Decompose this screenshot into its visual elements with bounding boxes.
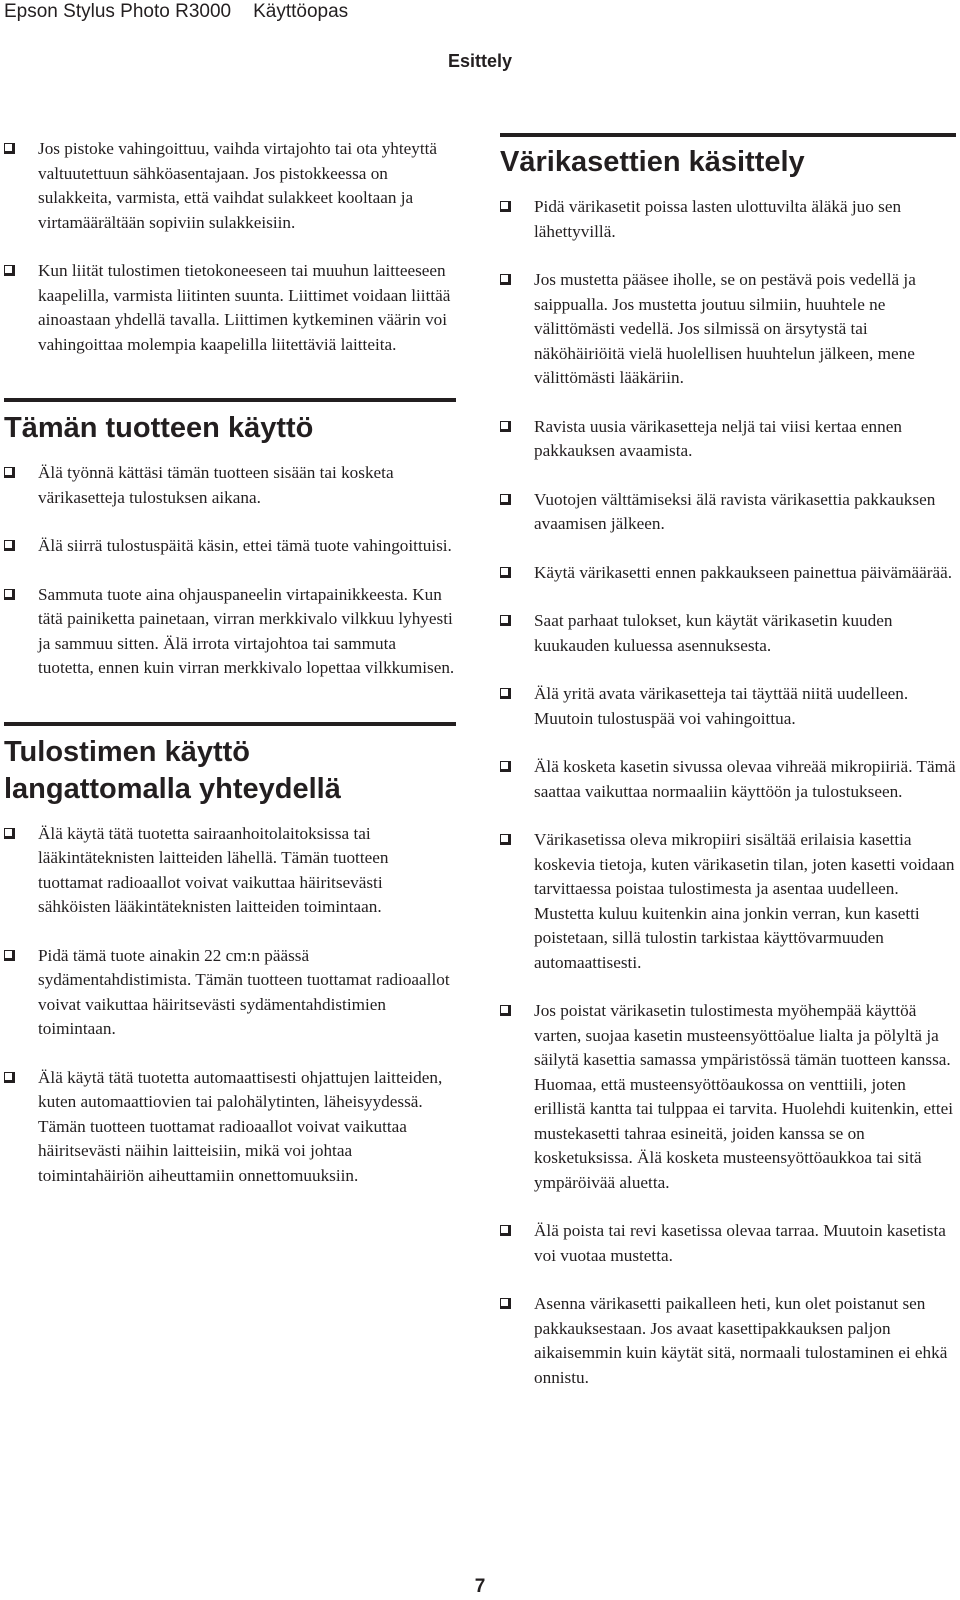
checkbox-bullet-icon (4, 467, 15, 478)
checkbox-bullet-icon (500, 274, 511, 285)
list-item: Jos mustetta pääsee iholle, se on pestävä pois vedellä ja saippualla. Jos mustetta joutuu silmiin, huuhtele ne välittömästi vedellä. Jos silmissä on ärsytystä tai näköhäiriöitä vielä huolellisen huuhtelun jälkeen, mene välittömästi lääkäriin. (500, 268, 956, 391)
heading-line: Tulostimen käyttö (4, 735, 250, 768)
intro-list (4, 137, 456, 357)
list-item: Jos pistoke vahingoittuu, vaihda virtajohto tai ota yhteyttä valtuutettuun sähköasentajaan. Jos pistokkeessa on sulakkeita, varmista, että vaihdat sulakkeet kooltaan ja virtamäärältään sopiviin sulakkeisiin. (4, 137, 456, 235)
checkbox-bullet-icon (500, 421, 511, 432)
list-item: Sammuta tuote aina ohjauspaneelin virtapainikkeesta. Kun tätä painiketta painetaan, virran merkkivalo vilkkuu lyhyesti ja sammuu sitten. Älä irrota virtajohtoa tai sammuta tuotetta, ennen kuin virran merkkivalo lopettaa vilkkumisen. (4, 583, 456, 681)
list-item: Älä työnnä kättäsi tämän tuotteen sisään tai kosketa värikasetteja tulostuksen aikana. (4, 461, 456, 510)
checkbox-bullet-icon (500, 834, 511, 845)
checkbox-bullet-icon (4, 143, 15, 154)
checkbox-bullet-icon (500, 615, 511, 626)
checkbox-bullet-icon (500, 494, 511, 505)
guide-name: Käyttöopas (253, 1, 349, 22)
checkbox-bullet-icon (500, 1298, 511, 1309)
list-item: Älä käytä tätä tuotetta automaattisesti ohjattujen laitteiden, kuten automaattiovien tai palohälytinten, läheisyydessä. Tämän tuotteen tuottamat radioaallot voivat vaikuttaa häiritsevästi näihin laitteisiin, mikä voi johtaa toimintahäiriön aiheuttamiin onnettomuuksiin. (4, 1066, 456, 1189)
list-item: Pidä värikasetit poissa lasten ulottuvilta äläkä juo sen lähettyvillä. (500, 195, 956, 244)
list-item: Älä käytä tätä tuotetta sairaanhoitolaitoksissa tai lääkintäteknisten laitteiden lähellä. Tämän tuotteen tuottamat radioaallot voivat vaikuttaa häiritsevästi sähköisten lääkintäteknisten laitteiden toimintaan. (4, 822, 456, 920)
list-item: Pidä tämä tuote ainakin 22 cm:n päässä sydämentahdistimista. Tämän tuotteen tuottamat radioaallot voivat vaikuttaa häiritsevästi sydämentahdistimien toimintaan. (4, 944, 456, 1042)
usage-list (4, 461, 456, 681)
list-item: Saat parhaat tulokset, kun käytät värikasetin kuuden kuukauden kuluessa asennuksesta. (500, 609, 956, 658)
section-heading-wireless (4, 734, 456, 808)
right-column (500, 133, 956, 1414)
list-item: Jos poistat värikasetin tulostimesta myöhempää käyttöä varten, suojaa kasetin musteensyöttöalue lialta ja pölyltä ja säilytä kasettia samassa ympäristössä tämän tuotteen kanssa. Huomaa, että musteensyöttöaukossa on venttiili, joten erillistä kantta tai tulppaa ei tarvita. Huolehdi kuitenkin, ettei mustekasetti tahraa esineitä, joiden kanssa se on kosketuksissa. Älä kosketa musteensyöttöaukkoa tai sitä ympäröivää aluetta. (500, 999, 956, 1195)
list-item: Älä kosketa kasetin sivussa olevaa vihreää mikropiiriä. Tämä saattaa vaikuttaa normaaliin käyttöön ja tulostukseen. (500, 755, 956, 804)
list-item: Käytä värikasetti ennen pakkaukseen painettua päivämäärää. (500, 561, 956, 586)
ink-list (500, 195, 956, 1390)
section-label: Esittely (447, 51, 513, 71)
checkbox-bullet-icon (500, 1225, 511, 1236)
checkbox-bullet-icon (4, 828, 15, 839)
list-item: Kun liität tulostimen tietokoneeseen tai muuhun laitteeseen kaapelilla, varmista liitinten suunta. Liittimet voidaan liittää ainoastaan yhdellä tavalla. Liittimen kytkeminen väärin voi vahingoittaa molempia kaapelilla liitettäviä laitteita. (4, 259, 456, 357)
left-column (4, 133, 456, 1212)
checkbox-bullet-icon (500, 688, 511, 699)
list-item: Asenna värikasetti paikalleen heti, kun olet poistanut sen pakkauksestaan. Jos avaat kasettipakkauksen paljon aikaisemmin kuin käytät sitä, normaali tulostaminen ei ehkä onnistu. (500, 1292, 956, 1390)
section-heading-ink: Värikasettien käsittely (500, 146, 805, 178)
page-number: 7 (474, 1576, 486, 1597)
wireless-list (4, 822, 456, 1189)
checkbox-bullet-icon (4, 540, 15, 551)
list-item: Vuotojen välttämiseksi älä ravista värikasettia pakkauksen avaamisen jälkeen. (500, 488, 956, 537)
section-rule (4, 722, 456, 726)
checkbox-bullet-icon (4, 265, 15, 276)
checkbox-bullet-icon (4, 950, 15, 961)
running-header (4, 0, 370, 24)
list-item: Älä poista tai revi kasetissa olevaa tarraa. Muutoin kasetista voi vuotaa mustetta. (500, 1219, 956, 1268)
checkbox-bullet-icon (500, 201, 511, 212)
checkbox-bullet-icon (500, 761, 511, 772)
checkbox-bullet-icon (4, 589, 15, 600)
list-item: Älä yritä avata värikasetteja tai täyttää niitä uudelleen. Muutoin tulostuspää voi vahingoittua. (500, 682, 956, 731)
list-item: Älä siirrä tulostuspäitä käsin, ettei tämä tuote vahingoittuisi. (4, 534, 456, 559)
section-heading-usage: Tämän tuotteen käyttö (4, 412, 314, 444)
heading-line: langattomalla yhteydellä (4, 772, 341, 805)
checkbox-bullet-icon (4, 1072, 15, 1083)
checkbox-bullet-icon (500, 1005, 511, 1016)
checkbox-bullet-icon (500, 567, 511, 578)
product-name: Epson Stylus Photo R3000 (4, 1, 232, 22)
section-rule (500, 133, 956, 137)
list-item: Värikasetissa oleva mikropiiri sisältää erilaisia kasettia koskevia tietoja, kuten värikasetin tilan, joten kasetti voidaan tarvittaessa poistaa tulostimesta ja asentaa uudelleen. Mustetta kuluu kuitenkin aina jonkin verran, kun kasetti poistetaan, sillä tulostin tarkistaa käyttövarmuuden automaattisesti. (500, 828, 956, 975)
section-rule (4, 398, 456, 402)
list-item: Ravista uusia värikasetteja neljä tai viisi kertaa ennen pakkauksen avaamista. (500, 415, 956, 464)
